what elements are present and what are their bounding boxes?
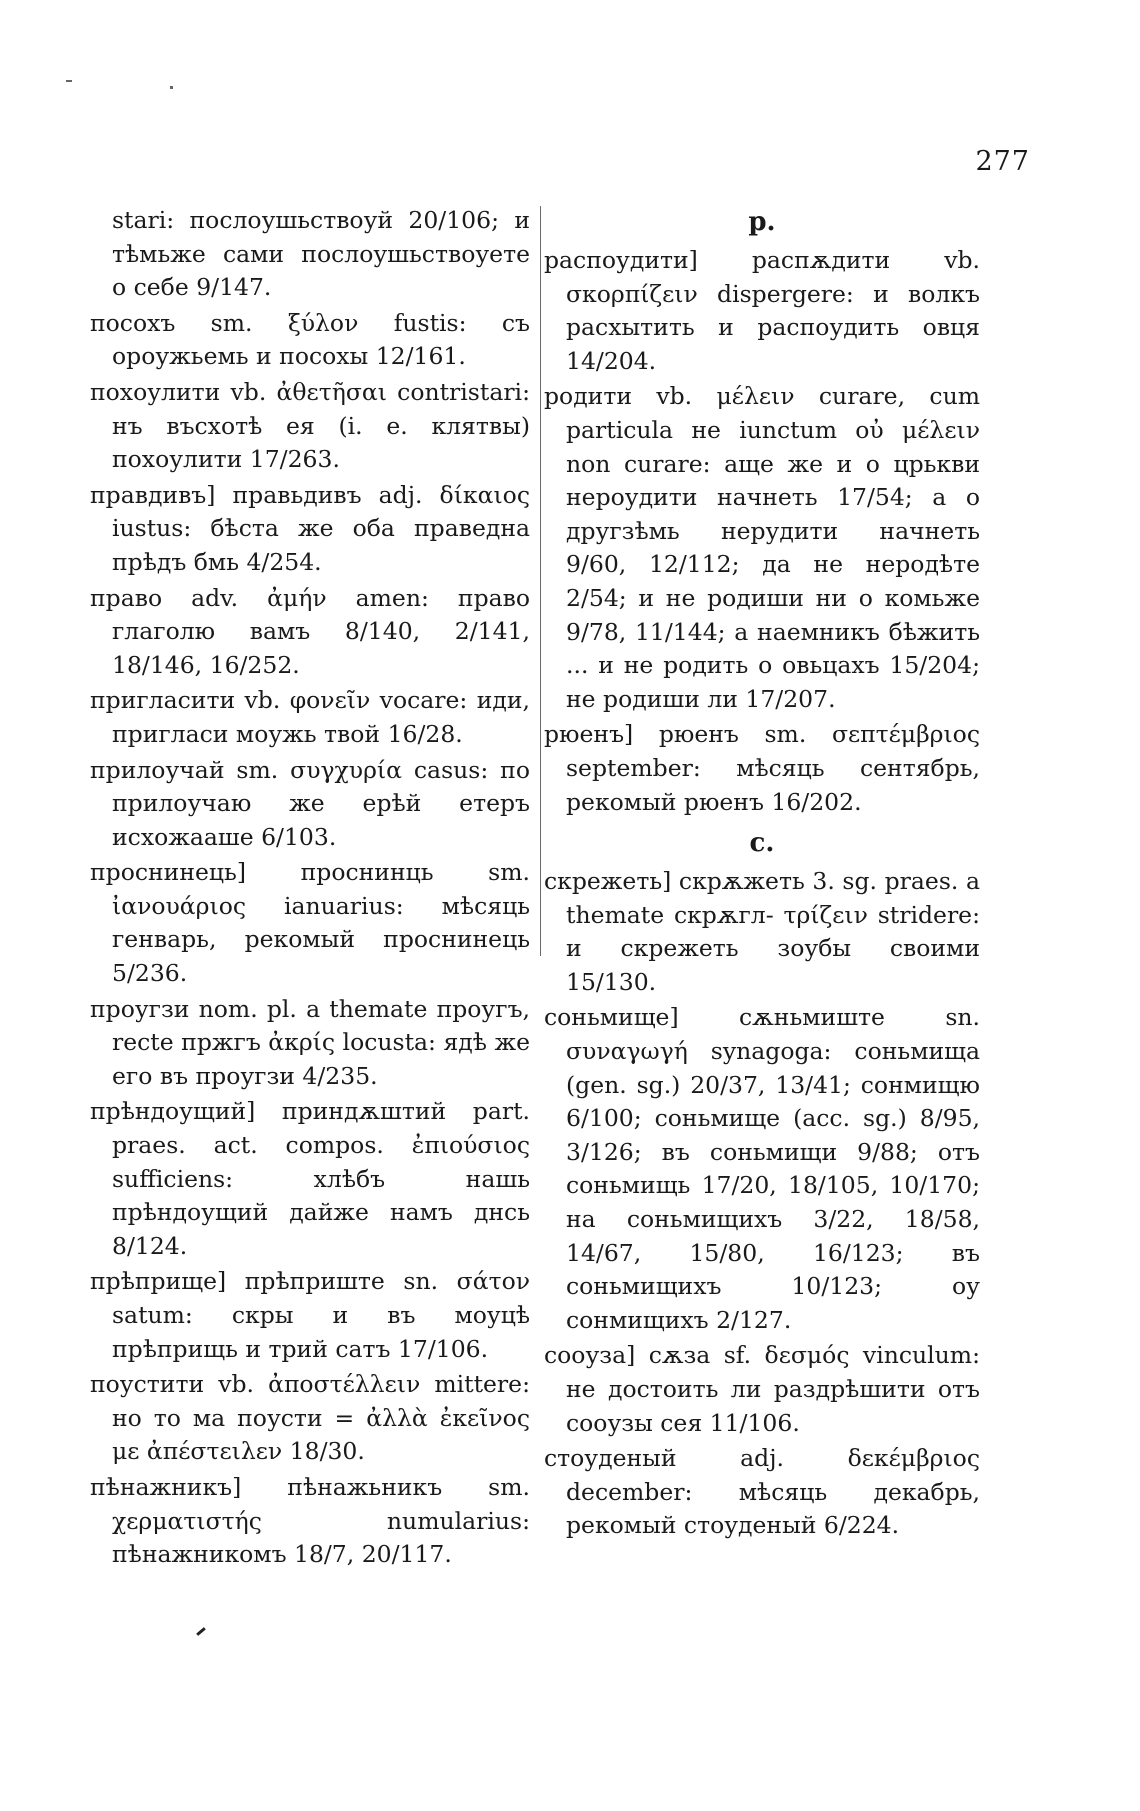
dictionary-entry: пѣнажникъ] пѣнажьникъ sm. χερματιστής numularius: пѣнажникомъ 18/7, 20/117. <box>90 1472 530 1569</box>
left-column <box>90 204 530 1574</box>
section-heading-s: с. <box>749 828 775 859</box>
dictionary-entry: прилоучай sm. συγχυρία casus: по прилоучаю же ерѣй етеръ исхожааше 6/103. <box>90 755 530 851</box>
page-number: 277 <box>975 146 1030 177</box>
section-heading-r: р. <box>748 207 776 237</box>
dictionary-entry: пригласити vb. φονεῖν vocare: иди, пригласи моужь твой 16/28. <box>90 686 530 748</box>
scan-mark <box>196 1627 206 1636</box>
dictionary-entry: соньмище] сѫньмиште sn. συναγωγή synagoga: соньмища (gen. sg.) 20/37, 13/41; сонмищю 6/100; соньмище (acc. sg.) 8/95, 3/126; въ соньмищи 9/88; отъ соньмищь 17/20, 18/105, 10/170; на соньмищихъ 3/22, 18/58, 14/67, 15/80, 16/123; въ соньмищихъ 10/123; оу сонмищихъ 2/127. <box>544 1003 980 1334</box>
dictionary-entry: похоулити vb. ἀθετῆσαι contristari: нъ въсхотѣ ея (i. e. клятвы) похоулити 17/263. <box>90 377 530 474</box>
scan-mark <box>170 86 173 89</box>
dictionary-entry: посохъ sm. ξύλον fustis: съ ороужьемь и посохы 12/161. <box>90 308 530 371</box>
dictionary-entry: прѣндоущий] приндѫштий part. praes. act. compos. ἐπιούσιος sufficiens: хлѣбъ нашь прѣндоущий дайже намъ днсь 8/124. <box>90 1097 530 1260</box>
dictionary-entry: право adv. ἀμήν amen: право глаголю вамъ 8/140, 2/141, 18/146, 16/252. <box>90 583 530 679</box>
dictionary-entry: поустити vb. ἀποστέλλειν mittere: но то ма поусти = ἀλλὰ ἐκεῖνος με ἀπέστειλεν 18/30. <box>90 1370 530 1466</box>
dictionary-entry: рюенъ] рюенъ sm. σεπτέμβριος september: мѣсяць сентябрь, рекомый рюенъ 16/202. <box>544 720 980 816</box>
dictionary-entry: распоудити] распѫдити vb. σκορπίζειν dispergere: и волкъ расхытить и распоудить овця 14/204. <box>544 246 980 375</box>
dictionary-entry: скрежеть] скрѫжеть 3. sg. praes. a themate скрѫгл- τρίζειν stridere: и скрежеть зоубы своими 15/130. <box>544 867 980 996</box>
dictionary-entry: родити vb. μέλειν curare, cum particula не iunctum οὐ μέλειν non curare: аще же и о црькви нероудити начнеть 17/54; а о другзѣмь нерудити начнеть 9/60, 12/112; да не неродѣте 2/54; и не родиши ни о комьже 9/78, 11/144; а наемникъ бѣжить ... и не родить о овьцахъ 15/204; не родиши ли 17/207. <box>544 382 980 713</box>
dictionary-entry: прѣприще] прѣприште sn. σάτον satum: скры и въ моуцѣ прѣприщь и трий сатъ 17/106. <box>90 1267 530 1363</box>
dictionary-entry: проснинець] проснинць sm. ἰανουάριος ianuarius: мѣсяць генварь, рекомый проснинець 5/236. <box>90 858 530 988</box>
dictionary-entry: правдивъ] правьдивъ adj. δίκαιος iustus: бѣста же оба праведна прѣдъ бмь 4/254. <box>90 480 530 576</box>
scan-mark <box>66 80 72 82</box>
dictionary-entry: stari: послоушьствоуй 20/106; и тѣмьже сами послоушьствоуете о себе 9/147. <box>112 206 530 302</box>
dictionary-entry: сооуза] сѫза sf. δεσμός vinculum: не достоить ли раздрѣшити отъ сооузы сея 11/106. <box>544 1341 980 1437</box>
right-column <box>544 204 980 1545</box>
column-divider <box>540 206 541 956</box>
dictionary-entry: проугзи nom. pl. a themate проугъ, recte пржгъ ἀκρίς locusta: ядѣ же его въ проугзи 4/235. <box>90 994 530 1090</box>
dictionary-entry: стоуденый adj. δεκέμβριος december: мѣсяць декабрь, рекомый стоуденый 6/224. <box>544 1444 980 1540</box>
